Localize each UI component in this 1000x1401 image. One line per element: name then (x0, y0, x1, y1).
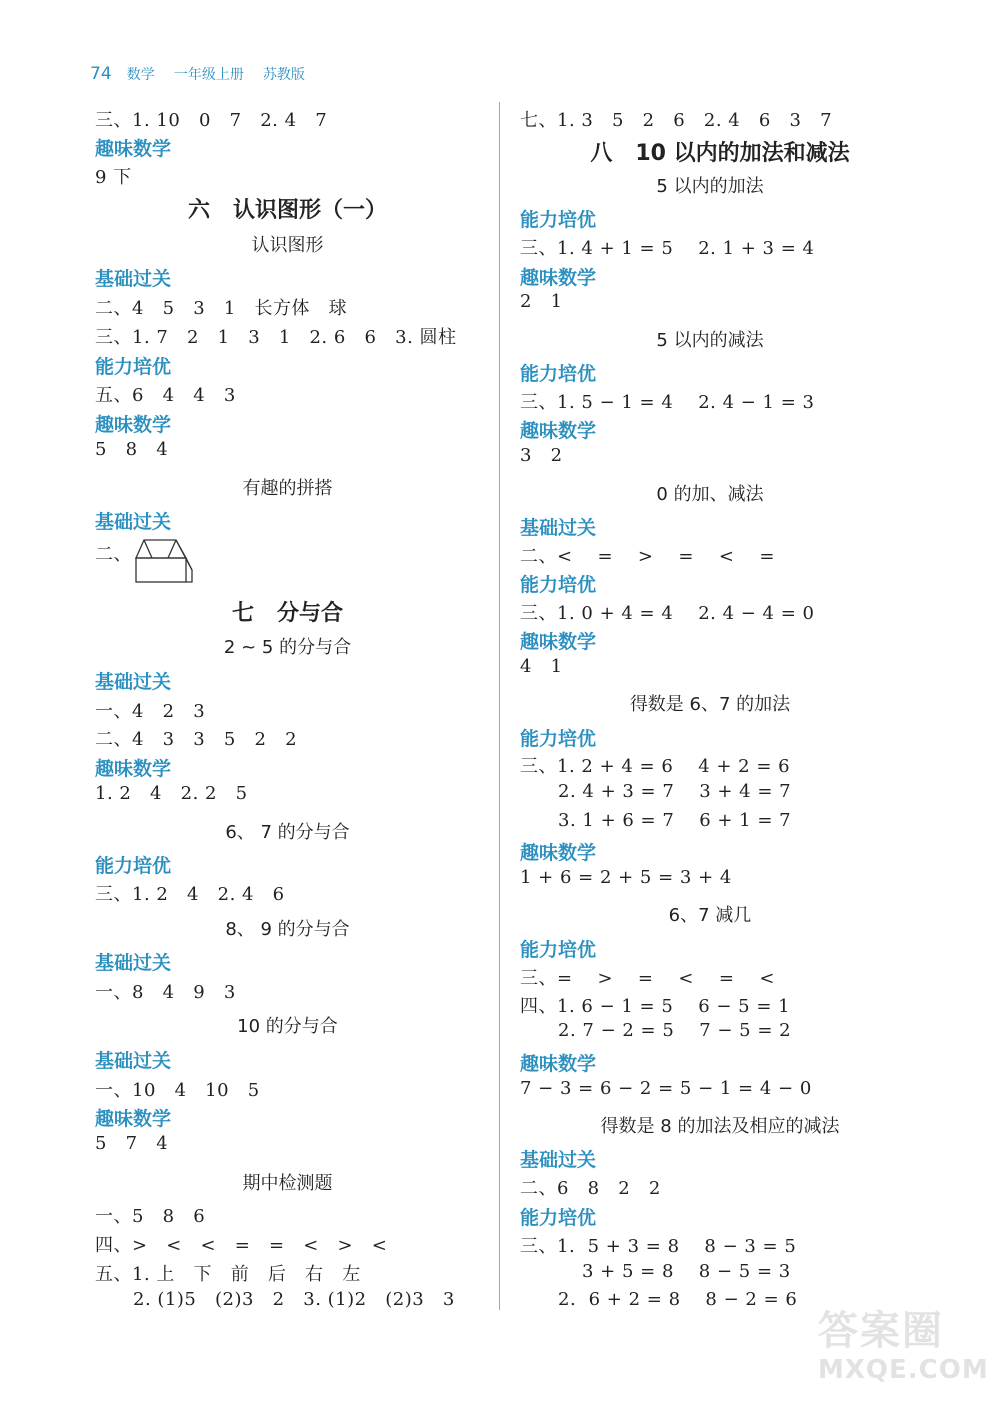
lesson-title: 认识图形 (251, 235, 324, 256)
answer-line: 2. (1)5 (2)3 2 3. (1)2 (2)3 3 (133, 1289, 455, 1310)
answer-line: 3 + 5 = 8 8 − 5 = 3 (582, 1261, 791, 1282)
subject: 数学 (126, 67, 155, 83)
lesson-title: 10 的分与合 (237, 1016, 338, 1037)
section-label: 基础过关 (520, 1149, 597, 1171)
section-label: 基础过关 (520, 517, 597, 539)
watermark-title: 答案圈 (818, 1308, 944, 1354)
section-label: 能力培优 (95, 356, 172, 378)
chapter-title: 八 10 以内的加法和减法 (590, 141, 850, 166)
answer-line: 二、6 8 2 2 (520, 1178, 661, 1199)
section-label: 趣味数学 (95, 414, 172, 436)
section-label: 能力培优 (520, 728, 597, 750)
lesson-title: 6、 7 的分与合 (225, 822, 350, 843)
lesson-title: 0 的加、减法 (656, 484, 764, 505)
section-label: 能力培优 (95, 855, 172, 877)
house-shape-icon (130, 536, 196, 586)
section-label: 基础过关 (95, 511, 172, 533)
section-label: 趣味数学 (95, 1108, 172, 1130)
answer-line: 三、= > = < = < (520, 968, 775, 989)
lesson-title: 得数是 6、7 的加法 (629, 694, 791, 715)
section-label: 基础过关 (95, 671, 172, 693)
page-header (90, 64, 319, 84)
answer-line: 9 下 (95, 167, 132, 188)
answer-line: 4 1 (520, 656, 563, 677)
section-label: 能力培优 (520, 209, 597, 231)
grade: 一年级上册 (173, 67, 244, 83)
section-label: 趣味数学 (520, 1053, 597, 1075)
answer-line: 2. 7 − 2 = 5 7 − 5 = 2 (558, 1020, 792, 1041)
answer-line: 3. 1 + 6 = 7 6 + 1 = 7 (558, 810, 792, 831)
answer-line: 三、1. 2 4 2. 4 6 (95, 884, 285, 905)
section-label: 趣味数学 (520, 631, 597, 653)
chapter-title: 六 认识图形（一） (188, 198, 387, 223)
lesson-title: 有趣的拼搭 (242, 478, 333, 499)
answer-line: 3 2 (520, 445, 563, 466)
column-divider (499, 102, 500, 1310)
section-label: 趣味数学 (520, 420, 597, 442)
answer-line: 四、> < < = = < > < (95, 1235, 388, 1256)
page-number: 74 (90, 64, 112, 84)
answer-line: 二、 (95, 544, 132, 565)
lesson-title: 6、7 减几 (668, 905, 752, 926)
lesson-title: 8、 9 的分与合 (225, 919, 350, 940)
answer-line: 七、1. 3 5 2 6 2. 4 6 3 7 (520, 110, 833, 131)
answer-line: 一、8 4 9 3 (95, 982, 236, 1003)
lesson-title: 期中检测题 (242, 1173, 333, 1194)
edition: 苏教版 (262, 67, 305, 83)
answer-line: 2. 6 + 2 = 8 8 − 2 = 6 (558, 1289, 798, 1310)
section-label: 趣味数学 (95, 758, 172, 780)
section-label: 能力培优 (520, 1207, 597, 1229)
answer-line: 三、1. 7 2 1 3 1 2. 6 6 3. 圆柱 (95, 327, 457, 348)
answer-line: 四、1. 6 − 1 = 5 6 − 5 = 1 (520, 996, 791, 1017)
answer-line: 1. 2 4 2. 2 5 (95, 783, 248, 804)
section-label: 趣味数学 (95, 138, 172, 160)
answer-line: 三、1. 2 + 4 = 6 4 + 2 = 6 (520, 756, 791, 777)
answer-line: 5 7 4 (95, 1133, 169, 1154)
section-label: 基础过关 (95, 1050, 172, 1072)
answer-line: 1 + 6 = 2 + 5 = 3 + 4 (520, 867, 732, 888)
answer-line: 五、1. 上 下 前 后 右 左 (95, 1264, 361, 1285)
section-label: 能力培优 (520, 574, 597, 596)
answer-line: 二、4 5 3 1 长方体 球 (95, 298, 348, 319)
answer-line: 一、10 4 10 5 (95, 1080, 260, 1101)
answer-line: 2. 4 + 3 = 7 3 + 4 = 7 (558, 781, 792, 802)
answer-line: 一、4 2 3 (95, 701, 206, 722)
answer-line: 一、5 8 6 (95, 1206, 206, 1227)
section-label: 能力培优 (520, 363, 597, 385)
section-label: 基础过关 (95, 952, 172, 974)
lesson-title: 2 ~ 5 的分与合 (223, 637, 352, 658)
answer-line: 7 − 3 = 6 − 2 = 5 − 1 = 4 − 0 (520, 1078, 812, 1099)
lesson-title: 5 以内的加法 (656, 176, 764, 197)
watermark-url: MXQE.COM (818, 1355, 989, 1385)
answer-line: 三、1. 0 + 4 = 4 2. 4 − 4 = 0 (520, 603, 815, 624)
answer-line: 五、6 4 4 3 (95, 385, 236, 406)
section-label: 能力培优 (520, 939, 597, 961)
answer-line: 三、1. 5 + 3 = 8 8 − 3 = 5 (520, 1236, 797, 1257)
lesson-title: 得数是 8 的加法及相应的减法 (600, 1116, 840, 1137)
section-label: 趣味数学 (520, 842, 597, 864)
answer-line: 二、4 3 3 5 2 2 (95, 729, 298, 750)
section-label: 基础过关 (95, 268, 172, 290)
watermark-logo (818, 1308, 993, 1394)
answer-line: 三、1. 4 + 1 = 5 2. 1 + 3 = 4 (520, 238, 815, 259)
answer-line: 三、1. 10 0 7 2. 4 7 (95, 110, 328, 131)
answer-line: 三、1. 5 − 1 = 4 2. 4 − 1 = 3 (520, 392, 815, 413)
answer-line: 5 8 4 (95, 439, 169, 460)
chapter-title: 七 分与合 (232, 601, 343, 626)
answer-line: 二、< = > = < = (520, 546, 775, 567)
answer-line: 2 1 (520, 291, 563, 312)
section-label: 趣味数学 (520, 267, 597, 289)
lesson-title: 5 以内的减法 (656, 330, 764, 351)
